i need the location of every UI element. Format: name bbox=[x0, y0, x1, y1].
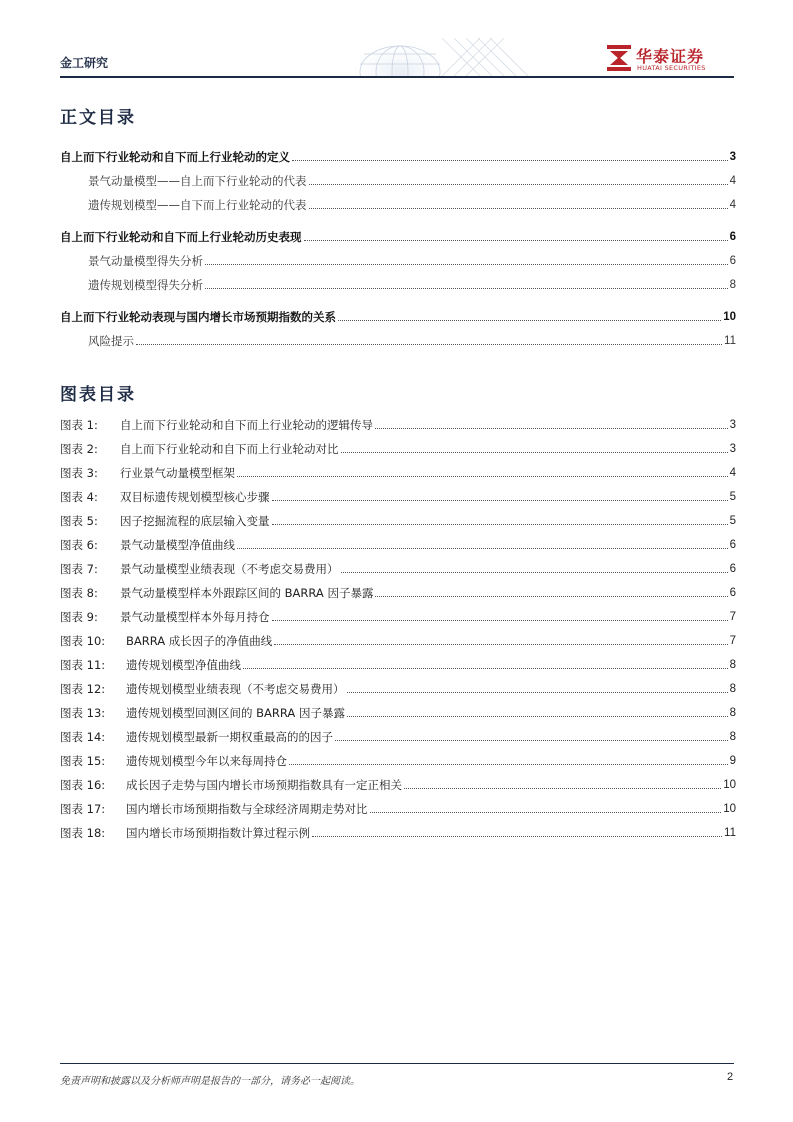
figure-entry-label: 图表 4: bbox=[60, 490, 98, 504]
figure-entry-text: 遗传规划模型今年以来每周持仓 bbox=[126, 754, 287, 768]
dot-leader bbox=[272, 524, 728, 525]
toc-entry[interactable] bbox=[60, 252, 736, 268]
figure-entry-page: 5 bbox=[729, 491, 736, 503]
dot-leader bbox=[309, 184, 728, 185]
figure-entry-text: 成长因子走势与国内增长市场预期指数具有一定正相关 bbox=[126, 778, 402, 792]
figure-entry-label: 图表 7: bbox=[60, 562, 98, 576]
figure-entry-label: 图表 15: bbox=[60, 754, 106, 768]
figure-entry-text: 景气动量模型样本外跟踪区间的 BARRA 因子暴露 bbox=[120, 586, 374, 600]
figure-entry[interactable] bbox=[60, 416, 736, 432]
figure-entry-text: 国内增长市场预期指数计算过程示例 bbox=[126, 826, 310, 840]
dot-leader bbox=[272, 620, 728, 621]
figure-entry[interactable] bbox=[60, 632, 736, 648]
figure-entry[interactable] bbox=[60, 656, 736, 672]
toc-entry-page: 3 bbox=[729, 151, 736, 163]
figure-entry[interactable] bbox=[60, 608, 736, 624]
figure-entry-text: 双目标遗传规划模型核心步骤 bbox=[120, 490, 270, 504]
dot-leader bbox=[335, 740, 728, 741]
figure-entry-label: 图表 11: bbox=[60, 658, 106, 672]
figure-entry-label: 图表 14: bbox=[60, 730, 106, 744]
dot-leader bbox=[243, 668, 728, 669]
figure-entry-text: 自上而下行业轮动和自下而上行业轮动对比 bbox=[120, 442, 339, 456]
toc-entry-page: 11 bbox=[724, 335, 736, 347]
figure-entry[interactable] bbox=[60, 752, 736, 768]
figure-entry-label: 图表 3: bbox=[60, 466, 98, 480]
dot-leader bbox=[375, 596, 727, 597]
figure-entry[interactable] bbox=[60, 488, 736, 504]
toc-entry-text: 自上而下行业轮动和自下而上行业轮动的定义 bbox=[60, 150, 290, 164]
figure-entry-text: 景气动量模型样本外每月持仓 bbox=[120, 610, 270, 624]
figure-entry-text: 国内增长市场预期指数与全球经济周期走势对比 bbox=[126, 802, 368, 816]
figure-entry-text: 因子挖掘流程的底层输入变量 bbox=[120, 514, 270, 528]
toc-entry-page: 4 bbox=[729, 175, 736, 187]
figure-entry-text: 景气动量模型净值曲线 bbox=[120, 538, 235, 552]
figure-entry-page: 6 bbox=[729, 563, 736, 575]
page-header bbox=[0, 0, 793, 80]
figure-entry-text: 行业景气动量模型框架 bbox=[120, 466, 235, 480]
toc-entry[interactable] bbox=[60, 308, 736, 324]
toc-entry[interactable] bbox=[60, 276, 736, 292]
dot-leader bbox=[237, 476, 728, 477]
main-toc-title: 正文目录 bbox=[60, 108, 136, 128]
figure-entry-page: 5 bbox=[729, 515, 736, 527]
toc-entry-text: 自上而下行业轮动和自下而上行业轮动历史表现 bbox=[60, 230, 302, 244]
logo-chinese-name: 华泰证券 bbox=[636, 47, 705, 66]
figure-toc-title: 图表目录 bbox=[60, 385, 136, 405]
toc-entry[interactable] bbox=[60, 148, 736, 164]
dot-leader bbox=[309, 208, 728, 209]
figure-entry-text: 遗传规划模型净值曲线 bbox=[126, 658, 241, 672]
figure-entry-label: 图表 5: bbox=[60, 514, 98, 528]
dot-leader bbox=[205, 288, 728, 289]
figure-entry-page: 6 bbox=[729, 539, 736, 551]
toc-entry-page: 10 bbox=[723, 311, 736, 323]
figure-entry[interactable] bbox=[60, 800, 736, 816]
figure-entry-label: 图表 13: bbox=[60, 706, 106, 720]
header-rule bbox=[60, 76, 734, 78]
logo-english-name: HUATAI SECURITIES bbox=[637, 64, 706, 72]
dot-leader bbox=[272, 500, 728, 501]
toc-entry-text: 遗传规划模型得失分析 bbox=[88, 278, 203, 292]
toc-entry[interactable] bbox=[60, 332, 736, 348]
dot-leader bbox=[341, 572, 728, 573]
figure-entry[interactable] bbox=[60, 776, 736, 792]
figure-entry-label: 图表 1: bbox=[60, 418, 98, 432]
dot-leader bbox=[274, 644, 727, 645]
figure-entry-text: 遗传规划模型业绩表现（不考虑交易费用） bbox=[126, 682, 345, 696]
figure-entry[interactable] bbox=[60, 464, 736, 480]
figure-entry[interactable] bbox=[60, 440, 736, 456]
globe-decoration-icon bbox=[330, 28, 530, 76]
figure-entry-text: 自上而下行业轮动和自下而上行业轮动的逻辑传导 bbox=[120, 418, 373, 432]
figure-entry-label: 图表 10: bbox=[60, 634, 106, 648]
dot-leader bbox=[347, 692, 728, 693]
figure-entry-page: 8 bbox=[729, 731, 736, 743]
page-number: 2 bbox=[727, 1071, 734, 1083]
figure-entry-page: 10 bbox=[723, 779, 736, 791]
figure-entry[interactable] bbox=[60, 680, 736, 696]
toc-entry[interactable] bbox=[60, 172, 736, 188]
figure-entry-page: 6 bbox=[729, 587, 736, 599]
figure-entry-text: 景气动量模型业绩表现（不考虑交易费用） bbox=[120, 562, 339, 576]
figure-entry-page: 8 bbox=[729, 707, 736, 719]
huatai-logo bbox=[606, 44, 734, 74]
dot-leader bbox=[347, 716, 728, 717]
figure-entry-page: 10 bbox=[723, 803, 736, 815]
figure-entry-label: 图表 6: bbox=[60, 538, 98, 552]
dot-leader bbox=[304, 240, 728, 241]
figure-entry-text: BARRA 成长因子的净值曲线 bbox=[126, 634, 273, 648]
figure-entry-page: 7 bbox=[729, 611, 736, 623]
toc-entry-page: 8 bbox=[729, 279, 736, 291]
footer-rule bbox=[60, 1063, 734, 1064]
figure-entry-page: 11 bbox=[724, 827, 736, 839]
toc-entry[interactable] bbox=[60, 228, 736, 244]
figure-entry-page: 8 bbox=[729, 659, 736, 671]
figure-entry-label: 图表 9: bbox=[60, 610, 98, 624]
dot-leader bbox=[292, 160, 728, 161]
toc-entry-page: 6 bbox=[729, 231, 736, 243]
figure-entry[interactable] bbox=[60, 704, 736, 720]
dot-leader bbox=[338, 320, 721, 321]
figure-entry-text: 遗传规划模型最新一期权重最高的的因子 bbox=[126, 730, 333, 744]
figure-entry-page: 9 bbox=[729, 755, 736, 767]
figure-entry-page: 3 bbox=[729, 443, 736, 455]
footer-disclaimer: 免责声明和披露以及分析师声明是报告的一部分，请务必一起阅读。 bbox=[60, 1076, 360, 1087]
huatai-logo-mark-icon bbox=[606, 44, 632, 72]
figure-entry-label: 图表 8: bbox=[60, 586, 98, 600]
figure-entry-label: 图表 2: bbox=[60, 442, 98, 456]
figure-entry-label: 图表 12: bbox=[60, 682, 106, 696]
toc-entry[interactable] bbox=[60, 196, 736, 212]
dot-leader bbox=[375, 428, 728, 429]
figure-entry-page: 3 bbox=[729, 419, 736, 431]
figure-entry[interactable] bbox=[60, 824, 736, 840]
figure-entry-label: 图表 16: bbox=[60, 778, 106, 792]
toc-entry-page: 6 bbox=[729, 255, 736, 267]
dot-leader bbox=[312, 836, 722, 837]
header-label: 金工研究 bbox=[60, 56, 109, 70]
figure-entry[interactable] bbox=[60, 560, 736, 576]
toc-entry-text: 景气动量模型得失分析 bbox=[88, 254, 203, 268]
toc-entry-text: 遗传规划模型——自下而上行业轮动的代表 bbox=[88, 198, 307, 212]
figure-entry-page: 4 bbox=[729, 467, 736, 479]
figure-entry[interactable] bbox=[60, 584, 736, 600]
toc-entry-page: 4 bbox=[729, 199, 736, 211]
dot-leader bbox=[205, 264, 728, 265]
figure-entry-page: 8 bbox=[729, 683, 736, 695]
toc-entry-text: 自上而下行业轮动表现与国内增长市场预期指数的关系 bbox=[60, 310, 336, 324]
figure-entry-page: 7 bbox=[729, 635, 736, 647]
toc-entry-text: 风险提示 bbox=[88, 334, 134, 348]
dot-leader bbox=[341, 452, 728, 453]
figure-entry-label: 图表 17: bbox=[60, 802, 106, 816]
dot-leader bbox=[136, 344, 722, 345]
figure-entry-label: 图表 18: bbox=[60, 826, 106, 840]
dot-leader bbox=[237, 548, 728, 549]
dot-leader bbox=[404, 788, 721, 789]
toc-entry-text: 景气动量模型——自上而下行业轮动的代表 bbox=[88, 174, 307, 188]
dot-leader bbox=[289, 764, 728, 765]
figure-entry-text: 遗传规划模型回测区间的 BARRA 因子暴露 bbox=[126, 706, 345, 720]
figure-entry[interactable] bbox=[60, 536, 736, 552]
figure-entry[interactable] bbox=[60, 512, 736, 528]
figure-entry[interactable] bbox=[60, 728, 736, 744]
dot-leader bbox=[370, 812, 722, 813]
